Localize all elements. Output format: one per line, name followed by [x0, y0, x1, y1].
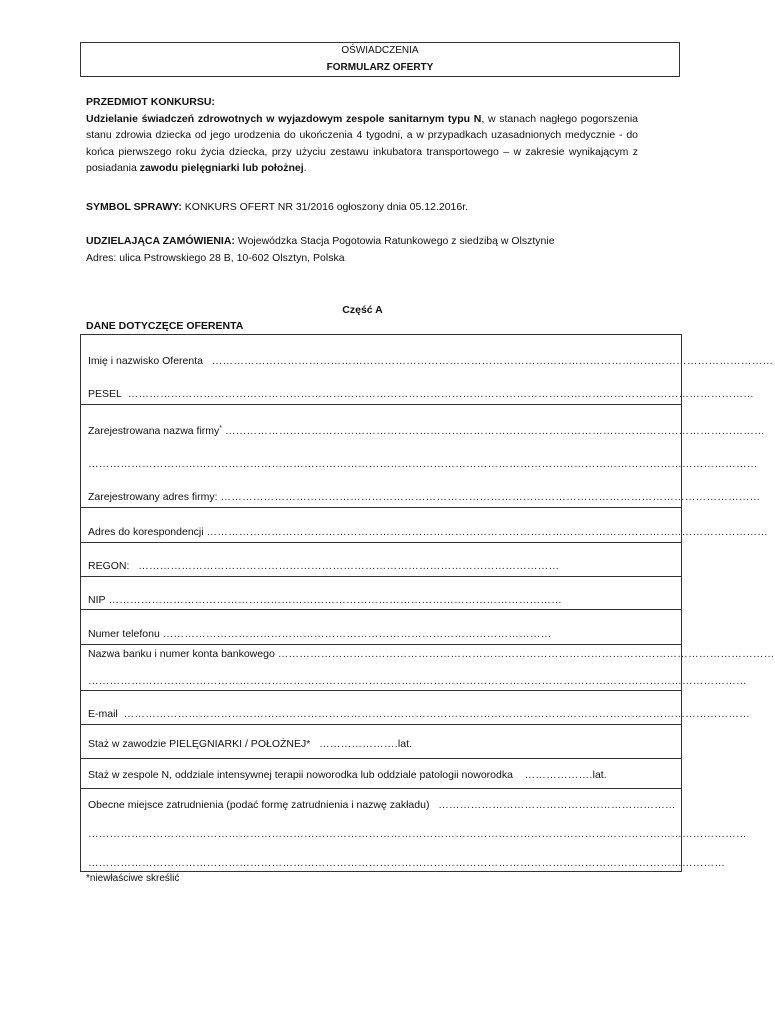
- form-divider: [81, 542, 681, 543]
- seniority-n-label: Staż w zespole N, oddziale intensywnej terapii noworodka lub oddziale patologii noworodka: [88, 769, 513, 781]
- subject-text: [86, 111, 638, 177]
- subject-end: .: [303, 162, 307, 174]
- subject-bold-lead: Udzielanie świadczeń zdrowotnych w wyjazdowym zespole sanitarnym typu N: [86, 112, 482, 125]
- subject-bold-tail: zawodu pielęgniarki lub położnej: [139, 162, 304, 174]
- regon-label: REGON:: [88, 560, 130, 572]
- regon-field[interactable]: REGON: ………………………………………………………………………………………………………: [88, 560, 560, 572]
- ordering-party-name: Wojewódzka Stacja Pogotowia Ratunkowego z siedzibą w Olsztynie: [234, 235, 555, 247]
- form-divider: [81, 609, 681, 610]
- part-title: Część A: [342, 304, 383, 316]
- subject-label: PRZEDMIOT KONKURSU:: [86, 96, 215, 108]
- company-label: Zarejestrowana nazwa firmy: [88, 425, 220, 437]
- company-mark: *: [219, 425, 223, 432]
- bank-label: Nazwa banku i numer konta bankowego: [88, 648, 275, 660]
- subject-section: [86, 94, 638, 177]
- employment-label: Obecne miejsce zatrudnienia (podać formę zatrudnienia i nazwę zakładu): [88, 799, 430, 811]
- company-name-field[interactable]: Zarejestrowana nazwa firmy* ……………………………………………………………………………………………………………………………………: [88, 425, 765, 437]
- seniority-n-unit: lat.: [592, 769, 607, 781]
- form-divider: [81, 724, 681, 725]
- form-divider: [81, 404, 681, 405]
- part-heading: DANE DOTYCZĘCE OFERENTA: [86, 320, 244, 332]
- correspondence-field[interactable]: Adres do korespondencji …………………………………………………………………………………………………………………………………………: [88, 526, 769, 538]
- footnote: *niewłaściwe skreślić: [86, 873, 180, 884]
- case-symbol-label: SYMBOL SPRAWY:: [86, 201, 182, 213]
- phone-label: Numer telefonu: [88, 628, 160, 640]
- case-symbol: [86, 199, 638, 216]
- form-divider: [81, 507, 681, 508]
- bank-field[interactable]: Nazwa banku i numer konta bankowego …………………………………………………………………………………………………………………………: [88, 648, 775, 660]
- ordering-party: [86, 233, 638, 266]
- nip-label: NIP: [88, 594, 106, 606]
- seniority-label: Staż w zawodzie PIELĘGNIARKI / POŁOŻNEJ*: [88, 738, 311, 750]
- offeror-form: [80, 334, 775, 872]
- correspondence-label: Adres do korespondencji: [88, 526, 204, 538]
- email-label: E-mail: [88, 708, 118, 720]
- name-label: Imię i nazwisko Oferenta: [88, 355, 203, 367]
- phone-field[interactable]: Numer telefonu ………………………………………………………………………………………………: [88, 628, 552, 640]
- ordering-party-address: Adres: ulica Pstrowskiego 28 B, 10-602 Olsztyn, Polska: [86, 251, 345, 264]
- form-divider: [81, 758, 681, 759]
- case-symbol-value: KONKURS OFERT NR 31/2016 ogłoszony dnia 05.12.2016r.: [181, 201, 469, 213]
- subject-body: , w stanach nagłego pogorszenia stanu zdrowia dziecka od jego urodzenia do ukończenia 4 tygodni, a w przypadkach uzasadnionych medycznie - do końca pierwszego roku życia dziecka, przy użyciu zestawu inkubatora transportowego – w zakresie wynikającym z posiadania: [86, 112, 638, 174]
- header-subtitle: FORMULARZ OFERTY: [326, 62, 434, 73]
- nip-field[interactable]: NIP ………………………………………………………………………………………………………………: [88, 594, 563, 606]
- form-divider: [81, 576, 681, 577]
- form-divider: [81, 644, 681, 645]
- pesel-label: PESEL: [88, 388, 122, 400]
- header-box: [80, 42, 680, 77]
- company-name-continuation[interactable]: ……………………………………………………………………………………………………………………………………………………………………: [88, 458, 758, 470]
- form-divider: [81, 690, 681, 691]
- seniority-field[interactable]: Staż w zawodzie PIELĘGNIARKI / POŁOŻNEJ* ………………….lat.: [88, 738, 412, 750]
- form-divider: [81, 788, 681, 789]
- pesel-field[interactable]: PESEL …………………………………………………………………………………………………………………………………………………………: [88, 388, 755, 400]
- company-address-label: Zarejestrowany adres firmy:: [88, 491, 218, 503]
- name-field[interactable]: Imię i nazwisko Oferenta …………………………………………………………………………………………………………………………………………: [88, 355, 774, 367]
- employment-continuation-1[interactable]: …………………………………………………………………………………………………………………………………………………………………: [88, 828, 747, 840]
- email-field[interactable]: E-mail …………………………………………………………………………………………………………………………………………………………: [88, 708, 751, 720]
- bank-continuation[interactable]: …………………………………………………………………………………………………………………………………………………………………: [88, 675, 747, 687]
- employment-field[interactable]: Obecne miejsce zatrudnienia (podać formę zatrudnienia i nazwę zakładu) …………………………………………………………: [88, 799, 676, 811]
- employment-continuation-2[interactable]: ……………………………………………………………………………………………………………………………………………………………: [88, 857, 726, 869]
- seniority-unit: lat.: [397, 738, 412, 750]
- seniority-n-field[interactable]: Staż w zespole N, oddziale intensywnej terapii noworodka lub oddziale patologii noworodka ……………….lat.: [88, 769, 607, 781]
- company-address-field[interactable]: Zarejestrowany adres firmy: ……………………………………………………………………………………………………………………………………: [88, 491, 761, 503]
- header-title: OŚWIADCZENIA: [341, 45, 419, 56]
- ordering-party-label: UDZIELAJĄCA ZAMÓWIENIA:: [86, 235, 235, 247]
